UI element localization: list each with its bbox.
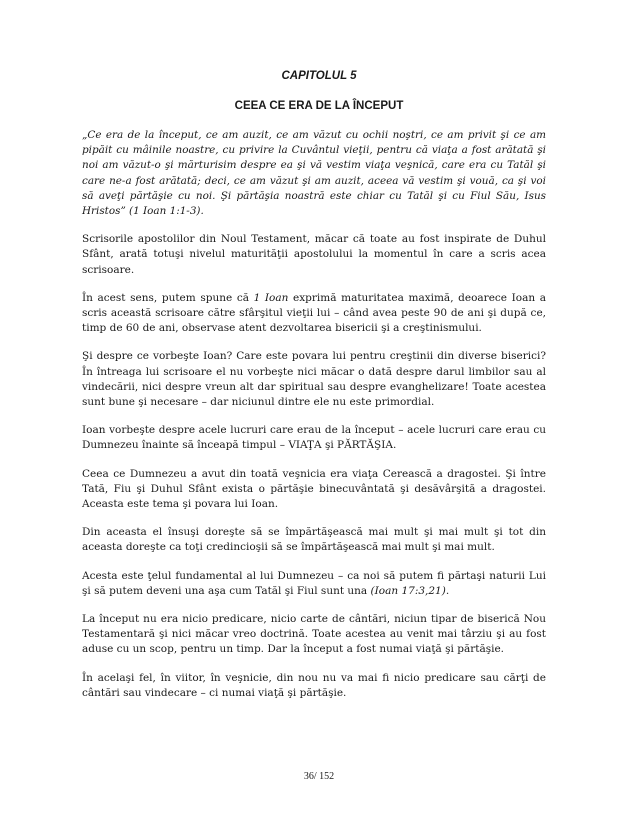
paragraph-2 <box>82 291 546 337</box>
paragraph-8: La început nu era nicio predicare, nicio carte de cântări, niciun tipar de biserică Nou Testamentară şi nici măcar vreo doctrină. Toate acestea au venit mai târziu şi au fost aduse cu un scop, pentru un timp. Dar la început a fost numai viaţă şi părtăşie. <box>82 613 546 656</box>
paragraph-9: În acelaşi fel, în viitor, în veşnicie, din nou nu va mai fi nicio predicare sau cărţi de cântări sau vindecare – ci numai viaţă şi părtăşie. <box>82 671 546 699</box>
paragraph-7-reference: (Ioan 17:3,21). <box>370 584 450 597</box>
scripture-quote: „Ce era de la început, ce am auzit, ce am văzut cu ochii noştri, ce am privit şi ce am pipăit cu mâinile noastre, cu privire la Cuvântul vieţii, pentru că viaţa a fost arătată şi noi am văzut-o şi mărturisim despre ea şi vă vestim viaţa veşnică, care era cu Tatăl şi care ne-a fost arătată; deci, ce am văzut şi am auzit, aceea vă vestim şi vouă, ca şi voi să aveţi părtăşie cu noi. Şi părtăşia noastră este chiar cu Tatăl şi cu Fiul Său, Isus Hristos” (1 Ioan 1:1-3). <box>82 129 546 218</box>
paragraph-7 <box>82 569 546 599</box>
paragraph-2-text-b: exprimă maturitatea maximă, deoarece Ioan a scris această scrisoare către sfârşitul vieţii lui – când avea peste 90 de ani şi după ce, timp de 60 de ani, observase atent dezvoltarea bisericii şi a creştinismului. <box>82 291 547 335</box>
paragraph-5: Ceea ce Dumnezeu a avut din toată veşnicia era viaţa Cerească a dragostei. Şi între Tată, Fiu şi Duhul Sfânt exista o părtăşie binecuvântată şi desăvârşită a dragostei. Aceasta este tema şi povara lui Ioan. <box>82 467 546 511</box>
chapter-heading: CAPITOLUL 5 <box>281 70 357 82</box>
chapter-title: CEEA CE ERA DE LA ÎNCEPUT <box>234 100 404 112</box>
paragraph-2-reference: 1 Ioan <box>253 291 289 304</box>
paragraph-4: Ioan vorbeşte despre acele lucruri care erau de la început – acele lucruri care erau cu Dumnezeu înainte să înceapă timpul – VIAŢA şi PĂRTĂŞIA. <box>82 424 546 452</box>
paragraph-1: Scrisorile apostolilor din Noul Testament, măcar că toate au fost inspirate de Duhul Sfânt, arată totuşi nivelul maturităţii apostolului la momentul în care a scris acea scrisoare. <box>82 233 546 276</box>
paragraph-2-text-a: În acest sens, putem spune că <box>82 291 254 304</box>
paragraph-3: Şi despre ce vorbeşte Ioan? Care este povara lui pentru creştinii din diverse biserici? În întreaga lui scrisoare el nu vorbeşte nici măcar o dată despre darul limbilor sau al vindecării, nici despre vreun alt dar spiritual sau despre evanghelizare! Toate acestea sunt bune şi necesare – dar niciunul dintre ele nu este primordial. <box>82 350 546 409</box>
page-number: 36/ 152 <box>303 771 335 782</box>
paragraph-7-text: Acesta este ţelul fundamental al lui Dumnezeu – ca noi să putem fi părtaşi naturii Lui şi să putem deveni una aşa cum Tatăl şi Fiul sunt una <box>82 569 546 597</box>
paragraph-6: Din aceasta el însuşi doreşte să se împărtăşească mai mult şi mai mult şi tot din aceasta doreşte ca toţi credincioşii să se împărtăşească mai mult şi mai mult. <box>82 526 546 554</box>
body-text <box>82 128 546 714</box>
